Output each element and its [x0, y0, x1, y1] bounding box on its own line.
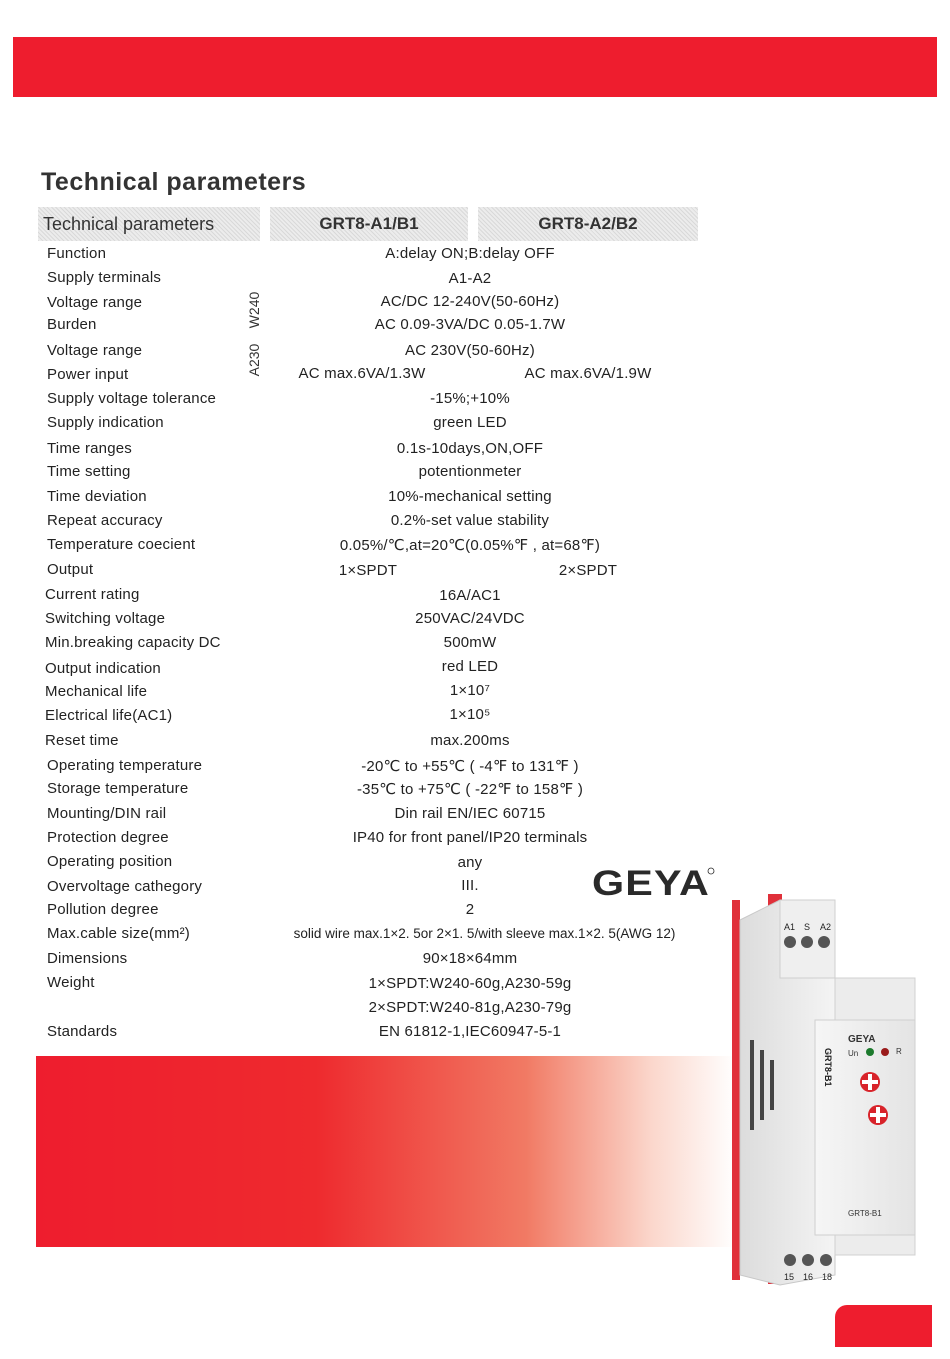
- group-label-a230: A230: [246, 343, 262, 377]
- row-label-repeat-accuracy: Repeat accuracy: [47, 512, 163, 529]
- side-model-label: GRT8-B1: [823, 1048, 833, 1087]
- row-value-operating-temperature: -20℃ to +55℃ ( -4℉ to 131℉ ): [361, 758, 579, 775]
- row-value-supply-voltage-tolerance: -15%;+10%: [430, 390, 510, 407]
- row-value-time-deviation: 10%-mechanical setting: [388, 488, 552, 505]
- row-value-function: A:delay ON;B:delay OFF: [385, 245, 555, 262]
- row-value-burden: AC 0.09-3VA/DC 0.05-1.7W: [374, 316, 566, 333]
- row-value-mounting: Din rail EN/IEC 60715: [394, 805, 546, 822]
- row-value-storage-temperature: -35℃ to +75℃ ( -22℉ to 158℉ ): [356, 781, 584, 798]
- row-value-switching-voltage: 250VAC/24VDC: [415, 610, 525, 627]
- row-label-standards: Standards: [47, 1023, 118, 1040]
- row-value-overvoltage-category: III.: [461, 877, 479, 894]
- row-value-time-setting: potentionmeter: [418, 463, 522, 480]
- row-value-mechanical-life: 1×10⁷: [449, 682, 491, 699]
- row-label-max-cable-size: Max.cable size(mm²): [47, 925, 190, 942]
- row-label-reset-time: Reset time: [45, 732, 119, 749]
- row-value-temperature-coefficient: 0.05%/℃,at=20℃(0.05%℉ , at=68℉): [339, 537, 601, 554]
- row-value-weight-2: 2×SPDT:W240-81g,A230-79g: [368, 999, 572, 1016]
- page-title: Technical parameters: [41, 168, 307, 196]
- row-label-min-breaking-capacity: Min.breaking capacity DC: [45, 634, 221, 651]
- row-label-supply-voltage-tolerance: Supply voltage tolerance: [47, 390, 217, 407]
- geya-logo-text: GEYA: [592, 866, 710, 898]
- terminal-16-label: 16: [803, 1272, 814, 1282]
- row-label-operating-temperature: Operating temperature: [47, 757, 203, 774]
- table-header-model-b: GRT8-A2/B2: [478, 207, 698, 241]
- row-label-voltage-range-w240: Voltage range: [47, 294, 143, 311]
- row-label-storage-temperature: Storage temperature: [47, 780, 189, 797]
- row-label-mechanical-life: Mechanical life: [45, 683, 148, 700]
- row-value-output-b: 2×SPDT: [558, 562, 618, 579]
- row-label-supply-indication: Supply indication: [47, 414, 164, 431]
- row-label-time-ranges: Time ranges: [47, 440, 133, 457]
- row-value-operating-position: any: [457, 854, 483, 871]
- row-value-pollution-degree: 2: [465, 901, 475, 918]
- table-header-model-a: GRT8-A1/B1: [270, 207, 468, 241]
- row-label-weight: Weight: [47, 974, 95, 991]
- row-label-protection-degree: Protection degree: [47, 829, 169, 846]
- row-value-time-ranges: 0.1s-10days,ON,OFF: [396, 440, 544, 457]
- row-label-function: Function: [47, 245, 107, 262]
- geya-logo: [592, 866, 716, 898]
- front-model-label: GRT8-B1: [848, 1209, 882, 1218]
- row-value-weight-1: 1×SPDT:W240-60g,A230-59g: [368, 975, 572, 992]
- row-label-voltage-range-a230: Voltage range: [47, 342, 143, 359]
- row-label-temperature-coefficient: Temperature coecient: [47, 536, 196, 553]
- row-label-burden: Burden: [47, 316, 97, 333]
- row-label-overvoltage-category: Overvoltage cathegory: [47, 878, 203, 895]
- row-value-power-input-a: AC max.6VA/1.3W: [298, 365, 426, 382]
- terminal-18-label: 18: [822, 1272, 833, 1282]
- row-label-time-setting: Time setting: [47, 463, 131, 480]
- row-value-supply-terminals: A1-A2: [448, 270, 492, 287]
- page-number-tab: [835, 1305, 932, 1347]
- led-r-label: R: [896, 1047, 902, 1056]
- row-label-current-rating: Current rating: [45, 586, 140, 603]
- relay-device-illustration: [720, 880, 942, 1300]
- top-red-band: [13, 37, 937, 97]
- device-brand-label: GEYA: [848, 1034, 876, 1045]
- row-value-max-cable-size: solid wire max.1×2. 5or 2×1. 5/with sleeve max.1×2. 5(AWG 12): [293, 926, 676, 941]
- row-label-output-indication: Output indication: [45, 660, 161, 677]
- row-value-voltage-range-w240: AC/DC 12-240V(50-60Hz): [380, 293, 560, 310]
- row-value-power-input-b: AC max.6VA/1.9W: [524, 365, 652, 382]
- row-value-electrical-life: 1×10⁵: [449, 706, 491, 723]
- terminal-15-label: 15: [784, 1272, 795, 1282]
- row-value-voltage-range-a230: AC 230V(50-60Hz): [405, 342, 535, 359]
- row-label-operating-position: Operating position: [47, 853, 173, 870]
- row-value-current-rating: 16A/AC1: [439, 587, 501, 604]
- row-label-time-deviation: Time deviation: [47, 488, 147, 505]
- row-value-repeat-accuracy: 0.2%-set value stability: [390, 512, 550, 529]
- terminal-a2-label: A2: [820, 922, 832, 932]
- row-label-power-input: Power input: [47, 366, 129, 383]
- table-header-label: Technical parameters: [38, 207, 260, 241]
- row-value-supply-indication: green LED: [433, 414, 507, 431]
- row-value-min-breaking-capacity: 500mW: [443, 634, 497, 651]
- row-label-dimensions: Dimensions: [47, 950, 128, 967]
- bottom-red-gradient-band: [36, 1056, 736, 1247]
- row-label-mounting: Mounting/DIN rail: [47, 805, 167, 822]
- row-value-protection-degree: IP40 for front panel/IP20 terminals: [352, 829, 588, 846]
- terminal-a1-label: A1: [784, 922, 796, 932]
- row-label-pollution-degree: Pollution degree: [47, 901, 159, 918]
- terminal-s-label: S: [804, 922, 811, 932]
- row-label-output: Output: [47, 561, 94, 578]
- row-label-supply-terminals: Supply terminals: [47, 269, 162, 286]
- led-un-label: Un: [848, 1049, 859, 1058]
- row-value-standards: EN 61812-1,IEC60947-5-1: [378, 1023, 562, 1040]
- row-label-switching-voltage: Switching voltage: [45, 610, 166, 627]
- row-label-electrical-life: Electrical life(AC1): [45, 707, 173, 724]
- group-label-w240: W240: [246, 291, 262, 329]
- row-value-reset-time: max.200ms: [430, 732, 510, 749]
- row-value-output-a: 1×SPDT: [338, 562, 398, 579]
- row-value-output-indication: red LED: [441, 658, 499, 675]
- row-value-dimensions: 90×18×64mm: [422, 950, 518, 967]
